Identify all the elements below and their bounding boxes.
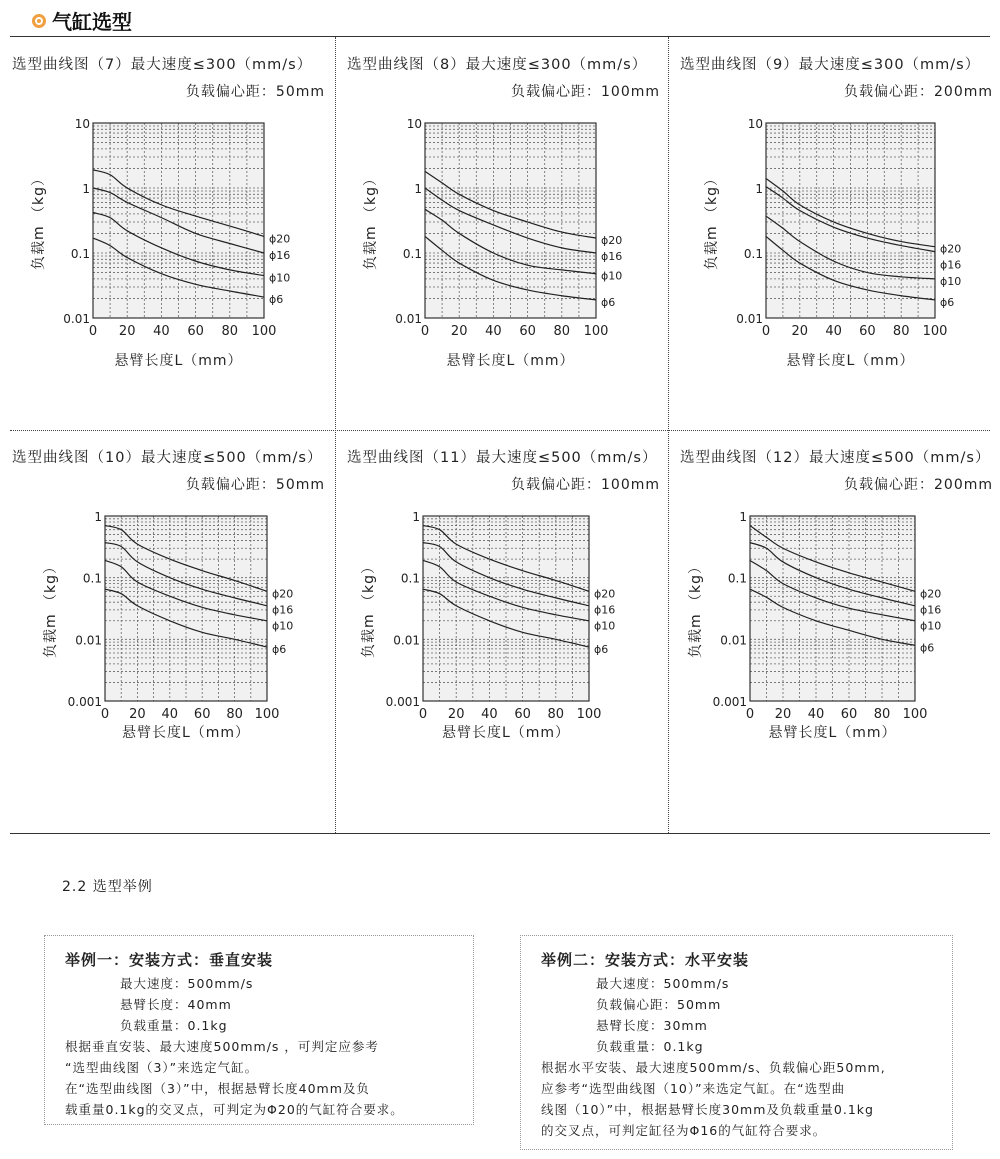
y-tick-label: 1 (739, 510, 747, 524)
x-axis-label: 悬臂长度L（mm） (121, 725, 251, 741)
example-text: 应参考“选型曲线图（10）”来选定气缸。在“选型曲 (541, 1081, 846, 1096)
example-param: 悬臂长度：30mm (596, 1018, 708, 1033)
series-label: ϕ16 (920, 603, 942, 617)
y-axis-label: 负载m （kg） (688, 558, 704, 659)
x-tick-label: 0 (88, 324, 98, 339)
x-tick-label: 100 (583, 324, 609, 339)
y-tick-label: 0.1 (727, 571, 747, 586)
example-box-2 (520, 935, 953, 1150)
x-tick-label: 60 (193, 707, 211, 722)
example-param: 悬臂长度：40mm (120, 997, 232, 1012)
series-label: ϕ20 (272, 587, 294, 601)
example-text: 的交叉点，可判定缸径为Φ16的气缸符合要求。 (541, 1123, 827, 1138)
series-label: ϕ6 (269, 293, 284, 307)
y-tick-label: 10 (74, 117, 90, 131)
chart-title: 选型曲线图（11）最大速度≤500（mm/s） (347, 450, 658, 466)
example-title: 举例一：安装方式：垂直安装 (65, 951, 274, 969)
x-tick-label: 100 (251, 324, 277, 339)
y-tick-label: 0.001 (67, 695, 102, 709)
series-label: ϕ6 (940, 295, 955, 309)
example-text: 载重量0.1kg的交叉点，可判定为Φ20的气缸符合要求。 (65, 1102, 404, 1117)
chart-title: 选型曲线图（7）最大速度≤300（mm/s） (12, 57, 313, 73)
chart-svg (668, 37, 1000, 432)
series-label: ϕ10 (269, 271, 291, 285)
example-param: 负载重量：0.1kg (120, 1018, 228, 1033)
x-tick-label: 20 (129, 707, 146, 722)
chart-svg (335, 430, 668, 825)
chart-subtitle: 负载偏心距：100mm (511, 84, 660, 100)
chart-title: 选型曲线图（10）最大速度≤500（mm/s） (12, 450, 323, 466)
y-tick-label: 10 (747, 117, 763, 131)
y-tick-label: 0.01 (395, 312, 422, 326)
x-tick-label: 100 (902, 707, 928, 722)
chart-title: 选型曲线图（8）最大速度≤300（mm/s） (347, 57, 648, 73)
charts-bottom-divider (10, 833, 990, 834)
x-tick-label: 60 (187, 324, 204, 339)
series-label: ϕ16 (940, 258, 962, 272)
series-label: ϕ16 (269, 249, 291, 262)
chart-panel (668, 430, 1000, 825)
example-param: 最大速度：500mm/s (120, 976, 254, 991)
series-label: ϕ20 (940, 242, 962, 256)
chart-panel (0, 430, 333, 825)
x-tick-label: 60 (514, 707, 531, 722)
chart-title: 选型曲线图（9）最大速度≤300（mm/s） (680, 57, 981, 73)
example-text: 根据水平安装、最大速度500mm/s、负载偏心距50mm, (541, 1060, 886, 1075)
y-tick-label: 0.01 (736, 312, 763, 326)
x-tick-label: 0 (420, 324, 430, 339)
series-label: ϕ20 (920, 587, 942, 601)
series-label: ϕ6 (272, 643, 287, 657)
x-axis-label: 悬臂长度L（mm） (446, 353, 575, 369)
series-label: ϕ10 (272, 619, 294, 633)
series-label: ϕ16 (272, 603, 294, 617)
y-tick-label: 0.01 (720, 633, 747, 648)
example-title: 举例二：安装方式：水平安装 (541, 951, 750, 969)
x-axis-label: 悬臂长度L（mm） (114, 353, 243, 369)
x-tick-label: 60 (519, 324, 536, 339)
series-label: ϕ10 (920, 619, 942, 633)
series-label: ϕ20 (269, 232, 291, 246)
y-axis-label: 负载m （kg） (361, 558, 377, 659)
chart-svg (0, 37, 333, 432)
y-tick-label: 0.1 (82, 571, 102, 586)
y-tick-label: 0.1 (400, 571, 420, 586)
x-tick-label: 40 (807, 707, 825, 722)
example-box-1 (44, 935, 474, 1125)
example-text: 线图（10）”中，根据悬臂长度30mm及负载重量0.1kg (541, 1102, 874, 1117)
chart-subtitle: 负载偏心距：100mm (511, 477, 660, 493)
y-tick-label: 0.01 (63, 312, 90, 326)
x-tick-label: 20 (791, 324, 809, 339)
x-tick-label: 100 (576, 707, 602, 722)
circle-bullet-icon (32, 14, 46, 28)
y-tick-label: 0.001 (385, 695, 420, 709)
x-tick-label: 0 (745, 707, 755, 722)
section-title: 2.2 选型举例 (62, 879, 153, 895)
x-tick-label: 80 (873, 707, 891, 722)
y-tick-label: 1 (412, 510, 420, 524)
series-label: ϕ6 (920, 641, 935, 655)
example-param: 负载重量：0.1kg (596, 1039, 704, 1054)
x-tick-label: 80 (892, 324, 910, 339)
series-label: ϕ10 (594, 619, 616, 633)
chart-subtitle: 负载偏心距：50mm (185, 477, 325, 493)
chart-panel (668, 37, 1000, 432)
x-tick-label: 0 (761, 324, 771, 339)
example-text: 根据垂直安装、最大速度500mm/s ，可判定应参考 (65, 1039, 379, 1054)
chart-panel (335, 37, 668, 432)
chart-title: 选型曲线图（12）最大速度≤500（mm/s） (680, 450, 991, 466)
y-tick-label: 0.01 (75, 633, 102, 648)
series-label: ϕ6 (601, 295, 616, 309)
y-tick-label: 0.1 (70, 247, 90, 261)
chart-svg (0, 430, 333, 825)
y-tick-label: 0.1 (402, 247, 422, 261)
x-tick-label: 100 (254, 707, 280, 722)
x-tick-label: 60 (859, 324, 876, 339)
x-tick-label: 40 (485, 324, 502, 339)
x-tick-label: 40 (825, 324, 842, 339)
series-label: ϕ16 (601, 250, 623, 264)
y-tick-label: 1 (755, 182, 763, 196)
y-tick-label: 1 (94, 510, 102, 524)
series-label: ϕ16 (594, 603, 616, 617)
y-tick-label: 1 (414, 182, 422, 196)
x-tick-label: 20 (447, 707, 465, 722)
x-tick-label: 80 (221, 324, 239, 339)
x-axis-label: 悬臂长度L（mm） (441, 725, 571, 741)
x-tick-label: 60 (840, 707, 858, 722)
y-axis-label: 负载m （kg） (31, 170, 47, 271)
x-tick-label: 40 (153, 324, 170, 339)
x-tick-label: 40 (161, 707, 179, 722)
y-tick-label: 10 (406, 117, 422, 131)
page-title: 气缸选型 (52, 10, 132, 34)
x-tick-label: 80 (226, 707, 243, 722)
series-label: ϕ10 (601, 269, 623, 283)
series-label: ϕ20 (601, 234, 623, 248)
chart-subtitle: 负载偏心距：200mm (844, 84, 993, 100)
chart-svg (335, 37, 668, 432)
example-param: 最大速度：500mm/s (596, 976, 730, 991)
y-tick-label: 0.001 (712, 695, 747, 709)
chart-panel (335, 430, 668, 825)
section-header (32, 6, 132, 35)
series-label: ϕ6 (594, 643, 609, 657)
y-axis-label: 负载m （kg） (704, 170, 720, 271)
chart-svg (668, 430, 1000, 825)
x-axis-label: 悬臂长度L（mm） (786, 353, 915, 369)
example-param: 负载偏心距：50mm (596, 997, 722, 1012)
chart-subtitle: 负载偏心距：50mm (185, 84, 325, 100)
x-tick-label: 20 (774, 707, 792, 722)
chart-subtitle: 负载偏心距：200mm (844, 477, 993, 493)
x-tick-label: 80 (547, 707, 565, 722)
series-label: ϕ10 (940, 274, 962, 288)
y-tick-label: 0.01 (393, 633, 420, 648)
x-tick-label: 80 (553, 324, 571, 339)
y-tick-label: 1 (82, 182, 90, 196)
x-tick-label: 40 (481, 707, 498, 722)
chart-panel (0, 37, 333, 432)
x-tick-label: 0 (418, 707, 428, 722)
x-tick-label: 20 (118, 324, 136, 339)
example-text: “选型曲线图（3）”来选定气缸。 (65, 1060, 259, 1075)
y-tick-label: 0.1 (743, 247, 763, 261)
x-tick-label: 0 (100, 707, 110, 722)
x-axis-label: 悬臂长度L（mm） (768, 725, 897, 741)
y-axis-label: 负载m （kg） (363, 170, 379, 271)
x-tick-label: 100 (922, 324, 948, 339)
example-text: 在“选型曲线图（3）”中，根据悬臂长度40mm及负 (65, 1081, 370, 1096)
series-label: ϕ20 (594, 587, 616, 601)
y-axis-label: 负载m （kg） (43, 558, 59, 659)
x-tick-label: 20 (450, 324, 468, 339)
